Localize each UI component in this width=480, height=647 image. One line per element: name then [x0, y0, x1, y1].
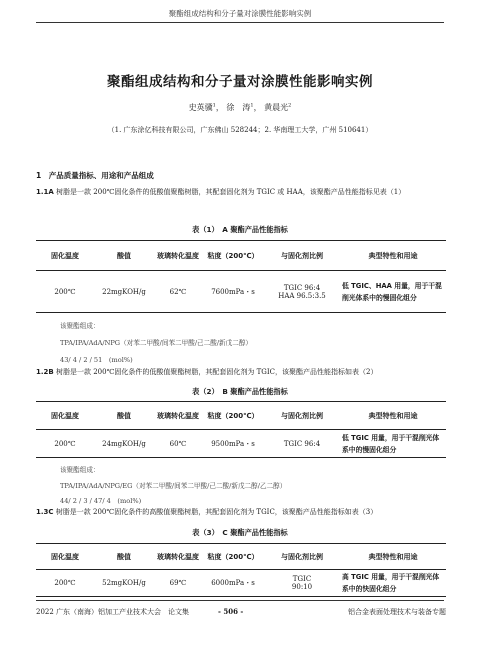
- table-row: 200℃ 24mgKOH/g 60℃ 9500mPa・s TGIC 96:4 低 TGIC 用量，用于干混削光体系中的慢固化组分: [36, 430, 446, 458]
- table-row: 200℃ 52mgKOH/g 69℃ 6000mPa・s TGIC 90:10 高 TGIC 用量，用于干混削光体系中的快固化组分: [36, 570, 446, 597]
- table-row: 200℃ 22mgKOH/g 62℃ 7600mPa・s TGIC 96:4 HAA 96.5:3.5 低 TGIC、HAA 用量，用于干混削光体系中的慢固化组分: [36, 271, 446, 313]
- footer-topic: 铝合金表面处理技术与装备专题: [348, 608, 446, 616]
- composition-ratio: 43/ 4 / 2 / 51 (mol%): [60, 356, 133, 364]
- composition-formula: TPA/IPA/AdA/NPG（对苯二甲酸/间苯二甲酸/己二酸/新戊二醇）: [60, 339, 253, 347]
- table-2-caption: 表（2） B 聚酯产品性能指标: [192, 387, 288, 396]
- author: 徐 涛: [226, 103, 251, 112]
- paragraph-1-1: 1.1A 树脂是一款 200℃固化条件的低酸值聚酯树脂，其配套固化剂为 TGIC 或 HAA，该聚酯产品性能指标见表（1）: [36, 188, 406, 196]
- page-number: - 506 -: [218, 607, 244, 616]
- header-rule: [36, 22, 444, 23]
- table-1-caption: 表（1） A 聚酯产品性能指标: [192, 225, 288, 234]
- affiliation: （1. 广东涂亿科技有限公司，广东佛山 528244；2. 华南理工大学，广州 510641）: [107, 126, 373, 134]
- composition-ratio: 44/ 2 / 3 / 47/ 4 (mol%): [60, 497, 142, 505]
- table-3: 固化温度 酸值 玻璃转化温度 粘度（200℃） 与固化剂比例 典型特性和用途 200℃ 52mgKOH/g 69℃ 6000mPa・s TGIC 90:10 高 TGIC 用量，用于干混削光体系中的快固化组分: [36, 543, 446, 597]
- footer-proceedings: 2022 广东（南海）铝加工产业技术大会 论文集: [36, 608, 190, 616]
- author-list: 史英骥$^1$， 徐 涛$^1$， 黄晨光$^2$: [188, 102, 292, 112]
- footer-rule: [36, 600, 444, 601]
- author: 黄晨光: [264, 103, 289, 112]
- author: 史英骥: [188, 103, 213, 112]
- composition-label: 该聚酯组成：: [60, 466, 100, 474]
- composition-formula: TPA/IPA/AdA/NPG/EG（对苯二甲酸/间苯二甲酸/己二酸/新戊二醇/乙二醇）: [60, 482, 287, 490]
- table-2: 固化温度 酸值 玻璃转化温度 粘度（200℃） 与固化剂比例 典型特性和用途 200℃ 24mgKOH/g 60℃ 9500mPa・s TGIC 96:4 低 TGIC 用量，用于干混削光体系中的慢固化组分: [36, 401, 446, 458]
- table-3-caption: 表（3） C 聚酯产品性能指标: [192, 528, 288, 537]
- paragraph-1-3: 1.3C 树脂是一款 200℃固化条件的高酸值聚酯树脂，其配套固化剂为 TGIC，该聚酯产品性能指标如表（3）: [36, 508, 378, 516]
- table-1: 固化温度 酸值 玻璃转化温度 粘度（200℃） 与固化剂比例 典型特性和用途 200℃ 22mgKOH/g 62℃ 7600mPa・s TGIC 96:4 HAA 96.5:3.5 低 TGIC、HAA 用量，用于干混削光体系中的慢固化组分: [36, 240, 446, 313]
- composition-label: 该聚酯组成：: [60, 322, 100, 330]
- section-heading: 1 产品质量指标、用途和产品组成: [36, 171, 154, 180]
- paragraph-1-2: 1.2B 树脂是一款 200℃固化条件的低酸值聚酯树脂，其配套固化剂为 TGIC，该聚酯产品性能指标如表（2）: [36, 368, 378, 376]
- paper-title: 聚酯组成结构和分子量对涂膜性能影响实例: [107, 74, 373, 90]
- running-head: 聚酯组成结构和分子量对涂膜性能影响实例: [168, 9, 312, 18]
